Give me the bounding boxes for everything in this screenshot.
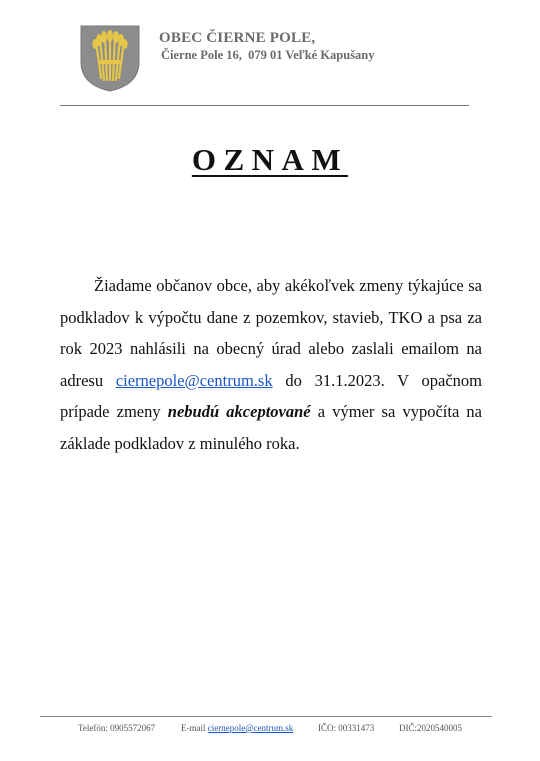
document-title: [0, 142, 540, 178]
municipality-name: OBEC ČIERNE POLE,: [159, 30, 316, 46]
municipality-address: Čierne Pole 16, 079 01 Veľké Kapušany: [161, 48, 375, 62]
footer-phone: Telefón: 0905572067: [78, 723, 156, 733]
footer-dic: DIČ:2020540005: [399, 723, 462, 733]
notice-text-part1: Žiadame občanov obce, aby akékoľvek zmeny týkajúce sa podkladov k výpočtu dane z pozemkov, stavieb, TKO a psa za rok 2023 nahlásili na obecný úrad alebo zaslali emailom na adresu: [60, 276, 482, 390]
footer-ico: IČO: 00331473: [318, 723, 375, 733]
notice-emphasis: nebudú akceptované: [167, 402, 311, 421]
footer-divider: [40, 716, 492, 717]
document-title-text: OZNAM: [191, 142, 349, 177]
coat-of-arms-icon: [79, 24, 141, 92]
email-link[interactable]: ciernepole@centrum.sk: [115, 370, 273, 390]
notice-body: [60, 270, 482, 459]
footer-email-link[interactable]: ciernepole@centrum.sk: [207, 723, 294, 733]
notice-text-part2: do 31.1.2023. V opačnom prípade zmeny: [60, 370, 482, 421]
notice-paragraph: [60, 270, 482, 459]
header-divider: [60, 105, 469, 106]
footer-email-label: E-mail: [181, 723, 208, 733]
notice-text-part3: a výmer sa vypočíta na základe podkladov z minulého roka.: [60, 402, 482, 453]
footer-email: [181, 723, 293, 733]
